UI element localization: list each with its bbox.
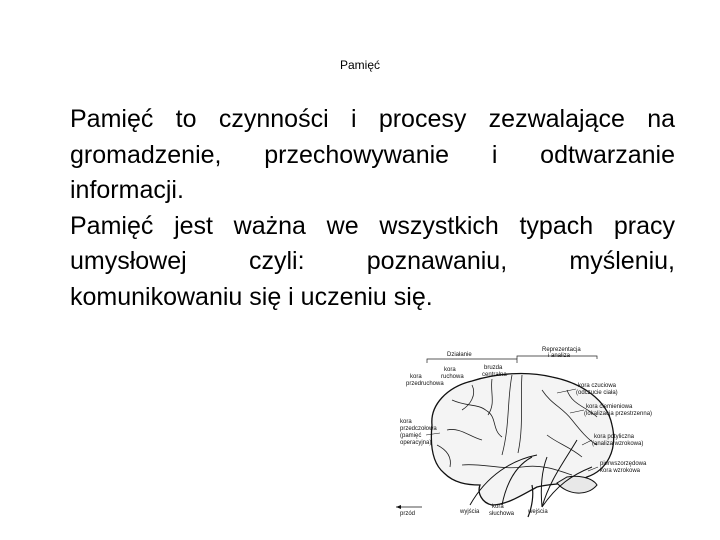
label-kora-przedczolowa-3: (pamięć — [400, 433, 422, 439]
slide-title: Pamięć — [339, 58, 380, 72]
label-kora-ciemieniowa-1: kora ciemieniowa — [586, 404, 633, 410]
paragraph-definition: Pamięć to czynności i procesy zezwalające na gromadzenie, przechowywanie i odtwarzanie informacji. — [70, 105, 675, 204]
label-i-analiza: i analiza — [548, 353, 571, 359]
label-kora-czuciowa-2: (odczucie ciała) — [576, 390, 618, 396]
body-text — [70, 102, 675, 315]
bracket-action — [427, 359, 517, 363]
label-kora-sluchowa-2: słuchowa — [489, 511, 515, 517]
label-przod: przód — [400, 511, 416, 517]
label-kora-potyliczna-2: (analiza wzrokowa) — [592, 441, 644, 447]
paragraph-importance: Pamięć jest ważna we wszystkich typach pracy umysłowej czyli: poznawaniu, myśleniu, komunikowaniu się i uczeniu się. — [70, 211, 675, 311]
label-kora-przedczolowa-1: kora — [400, 419, 412, 425]
label-wejscia: wejścia — [528, 509, 548, 515]
label-reprezentacja: Reprezentacja — [542, 347, 581, 353]
label-kora-potyliczna-1: kora potyliczna — [594, 434, 635, 440]
label-kora-ruchowa-2: ruchowa — [441, 374, 464, 380]
label-kora-przedruchowa-1: kora — [410, 374, 422, 380]
label-bruzda-1: bruzda — [484, 365, 503, 371]
label-wyjscia: wyjścia — [460, 509, 480, 515]
label-kora-wzrokowa-1: pierwszorzędowa — [600, 461, 647, 467]
brain-diagram — [392, 345, 660, 520]
label-kora-wzrokowa-2: kora wzrokowa — [600, 468, 641, 474]
label-kora-przedruchowa-2: przedruchowa — [406, 381, 444, 387]
label-kora-sluchowa-1: kora — [492, 504, 504, 510]
label-kora-ciemieniowa-2: (lokalizacja przestrzenna) — [584, 411, 653, 417]
label-kora-czuciowa-1: kora czuciowa — [578, 383, 617, 389]
label-kora-przedczolowa-4: operacyjna) — [400, 440, 432, 446]
label-kora-ruchowa-1: kora — [444, 367, 456, 373]
label-bruzda-2: centralna — [482, 372, 507, 378]
label-kora-przedczolowa-2: przedczołowa — [400, 426, 437, 432]
label-dzialanie: Działanie — [447, 352, 472, 358]
